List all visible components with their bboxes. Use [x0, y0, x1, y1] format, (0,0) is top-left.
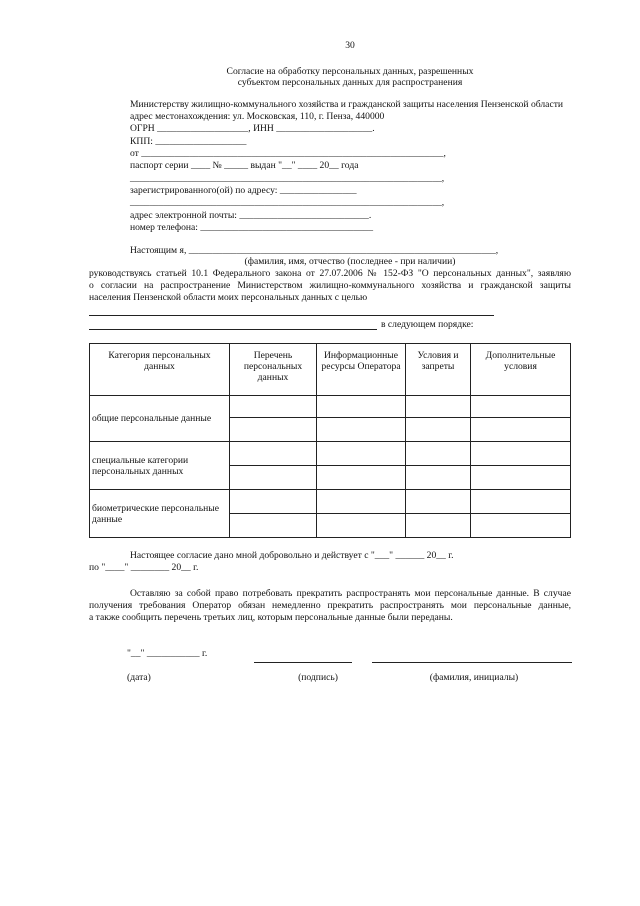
table-cell[interactable] [471, 514, 571, 538]
table-cell[interactable] [406, 466, 471, 490]
consent-table [89, 343, 571, 538]
table-cell[interactable] [406, 396, 471, 418]
signature-line [254, 662, 352, 663]
table-cell[interactable] [406, 418, 471, 442]
table-cell[interactable] [230, 490, 317, 514]
paragraph-line-1: руководствуясь статьей 10.1 Федерального закона от 27.07.2006 № 152-ФЗ "О персональных данных", заявляю [89, 268, 571, 279]
table-cell[interactable] [471, 396, 571, 418]
ogrn-inn-field: ОГРН ___________________, ИНН ____________________. [130, 123, 375, 134]
table-header-row [90, 344, 571, 396]
table-cell[interactable] [317, 466, 406, 490]
kpp-field: КПП: ___________________ [130, 136, 247, 147]
table-row [90, 490, 571, 514]
header-additional: Дополнительные условия [471, 344, 571, 396]
name-line [372, 662, 572, 663]
page-number: 30 [345, 40, 355, 51]
row-category-general: общие персональные данные [90, 396, 230, 442]
title-line-1: Согласие на обработку персональных данных, разрешенных [226, 66, 474, 77]
date-blank: "__" ___________ г. [127, 648, 208, 659]
table-cell[interactable] [317, 396, 406, 418]
from-field: от _______________________________________________________________, [130, 148, 446, 159]
purpose-line-2 [89, 329, 377, 330]
table-cell[interactable] [230, 442, 317, 466]
table-cell[interactable] [406, 442, 471, 466]
date-label: (дата) [127, 672, 151, 683]
phone-field: номер телефона: ____________________________________ [130, 222, 374, 233]
consent-period-line-1: Настоящее согласие дано мной добровольно и действует с "___" ______ 20__ г. [130, 550, 454, 561]
passport-continuation: _________________________________________________________________, [130, 173, 445, 184]
table-cell[interactable] [406, 514, 471, 538]
addressee-ministry: Министерству жилищно-коммунального хозяйства и гражданской защиты населения Пензенской области [130, 99, 564, 110]
table-cell[interactable] [230, 466, 317, 490]
signature-label: (подпись) [298, 672, 338, 683]
row-category-biometric: биометрические персональные данные [90, 490, 230, 538]
table-cell[interactable] [471, 418, 571, 442]
table-cell[interactable] [230, 514, 317, 538]
paragraph-line-2: о согласии на распространение Министерством жилищно-коммунального хозяйства и гражданской защиты [89, 280, 571, 291]
title-line-2: субъектом персональных данных для распространения [237, 77, 463, 88]
table-cell[interactable] [317, 442, 406, 466]
table-cell[interactable] [406, 490, 471, 514]
registered-address-continuation: _________________________________________________________________, [130, 197, 445, 208]
table-cell[interactable] [317, 490, 406, 514]
registered-address-field: зарегистрированного(ой) по адресу: ________________ [130, 185, 357, 196]
header-conditions: Условия и запреты [406, 344, 471, 396]
addressee-address: адрес местонахождения: ул. Московская, 110, г. Пенза, 440000 [130, 111, 385, 122]
email-field: адрес электронной почты: ___________________________. [130, 210, 372, 221]
header-resources: Информационные ресурсы Оператора [317, 344, 406, 396]
paragraph-line-3: населения Пензенской области моих персональных данных с целью [89, 292, 368, 303]
table-cell[interactable] [471, 490, 571, 514]
reserve-line-3: а также сообщить перечень третьих лиц, которым персональные данные были переданы. [89, 612, 453, 623]
table-row [90, 396, 571, 418]
passport-field: паспорт серии ____ № _____ выдан "__" ____ 20__ года [130, 160, 359, 171]
table-cell[interactable] [230, 418, 317, 442]
fio-hint: (фамилия, имя, отчество (последнее - при наличии) [244, 256, 456, 267]
table-cell[interactable] [317, 418, 406, 442]
purpose-line-1 [89, 315, 494, 316]
header-list: Перечень персональных данных [230, 344, 317, 396]
name-label: (фамилия, инициалы) [429, 672, 519, 683]
consent-period-line-2: по "____" ________ 20__ г. [89, 562, 199, 573]
table-cell[interactable] [471, 442, 571, 466]
row-category-special: специальные категории персональных данных [90, 442, 230, 490]
table-row [90, 442, 571, 466]
table-cell[interactable] [471, 466, 571, 490]
header-category: Категория персональных данных [90, 344, 230, 396]
table-cell[interactable] [230, 396, 317, 418]
table-cell[interactable] [317, 514, 406, 538]
iam-field: Настоящим я, ________________________________________________________________, [130, 245, 499, 256]
reserve-line-1: Оставляю за собой право потребовать прекратить распространять мои персональные данные. В случае [130, 588, 571, 599]
reserve-line-2: получения требования Оператор обязан немедленно прекратить распространять мои персональные данные, [89, 600, 571, 611]
order-suffix: в следующем порядке: [381, 319, 474, 330]
